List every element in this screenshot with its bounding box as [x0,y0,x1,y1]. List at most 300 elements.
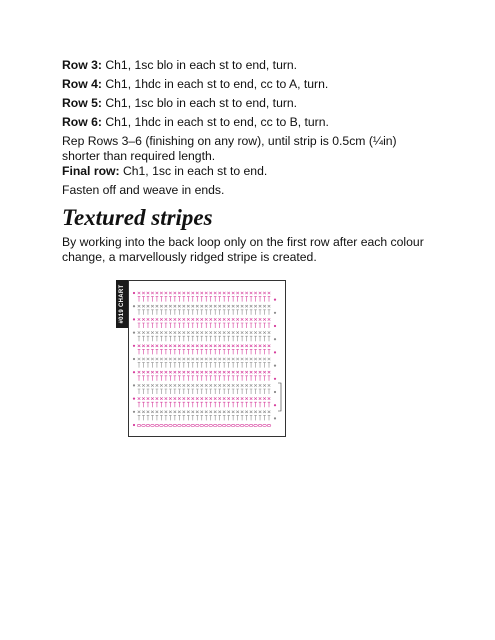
single-crochet-symbol [183,345,186,347]
single-crochet-symbol [232,331,235,333]
single-crochet-symbol [218,397,221,399]
single-crochet-symbol [200,384,203,386]
single-crochet-symbol [214,318,217,320]
single-crochet-symbol [165,305,168,307]
single-crochet-symbol [187,384,190,386]
chain-stitch-symbol [142,424,146,426]
half-double-crochet-symbol [245,310,248,315]
final-row: Final row: Ch1, 1sc in each st to end. [62,164,268,178]
half-double-crochet-symbol [227,323,230,328]
half-double-crochet-symbol [151,297,154,302]
single-crochet-symbol [178,318,181,320]
half-double-crochet-symbol [191,415,194,420]
half-double-crochet-symbol [138,389,141,394]
half-double-crochet-symbol [209,310,212,315]
half-double-crochet-symbol [250,389,253,394]
single-crochet-symbol [138,331,141,333]
half-double-crochet-symbol [268,310,271,315]
single-crochet-symbol [165,411,168,413]
half-double-crochet-symbol [156,297,159,302]
chain-stitch-symbol [187,424,191,426]
half-double-crochet-symbol [196,297,199,302]
single-crochet-symbol [254,384,257,386]
half-double-crochet-symbol [254,297,257,302]
half-double-crochet-symbol [218,389,221,394]
half-double-crochet-symbol [142,297,145,302]
single-crochet-symbol [223,345,226,347]
half-double-crochet-symbol [259,336,262,341]
turning-chain-mark [274,404,276,406]
chain-stitch-symbol [191,424,195,426]
chain-stitch-symbol [160,424,164,426]
half-double-crochet-symbol [200,376,203,381]
half-double-crochet-symbol [200,363,203,368]
single-crochet-symbol [223,371,226,373]
single-crochet-symbol [268,384,271,386]
half-double-crochet-symbol [187,402,190,407]
single-crochet-symbol [214,358,217,360]
single-crochet-symbol [254,305,257,307]
chain-stitch-symbol [218,424,222,426]
single-crochet-symbol [209,397,212,399]
single-crochet-symbol [259,345,262,347]
turning-chain-mark [274,417,276,419]
half-double-crochet-symbol [174,415,177,420]
single-crochet-symbol [223,318,226,320]
half-double-crochet-symbol [160,323,163,328]
half-double-crochet-symbol [250,336,253,341]
half-double-crochet-symbol [187,376,190,381]
single-crochet-symbol [268,411,271,413]
single-crochet-symbol [187,358,190,360]
half-double-crochet-symbol [156,376,159,381]
half-double-crochet-symbol [232,389,235,394]
single-crochet-symbol [259,331,262,333]
half-double-crochet-symbol [187,310,190,315]
turning-chain-mark [133,332,135,334]
single-crochet-symbol [254,371,257,373]
single-crochet-symbol [232,345,235,347]
single-crochet-symbol [160,384,163,386]
half-double-crochet-symbol [232,349,235,354]
single-crochet-symbol [169,318,172,320]
single-crochet-symbol [187,345,190,347]
half-double-crochet-symbol [178,336,181,341]
single-crochet-symbol [191,384,194,386]
single-crochet-symbol [268,292,271,294]
single-crochet-symbol [268,305,271,307]
half-double-crochet-symbol [200,310,203,315]
single-crochet-symbol [227,345,230,347]
half-double-crochet-symbol [214,363,217,368]
single-crochet-symbol [187,331,190,333]
half-double-crochet-symbol [187,336,190,341]
single-crochet-symbol [196,292,199,294]
half-double-crochet-symbol [263,310,266,315]
single-crochet-symbol [218,371,221,373]
single-crochet-symbol [183,292,186,294]
chain-stitch-symbol [236,424,240,426]
half-double-crochet-symbol [263,363,266,368]
single-crochet-symbol [209,358,212,360]
turning-chain-mark [133,411,135,413]
half-double-crochet-symbol [205,363,208,368]
single-crochet-symbol [174,411,177,413]
half-double-crochet-symbol [254,349,257,354]
pattern-text [62,58,437,265]
half-double-crochet-symbol [156,402,159,407]
half-double-crochet-symbol [183,363,186,368]
half-double-crochet-symbol [263,336,266,341]
chain-stitch-symbol [182,424,186,426]
single-crochet-symbol [151,358,154,360]
single-crochet-symbol [200,345,203,347]
single-crochet-symbol [227,305,230,307]
half-double-crochet-symbol [160,297,163,302]
half-double-crochet-symbol [245,376,248,381]
single-crochet-symbol [236,411,239,413]
chain-stitch-symbol [209,424,213,426]
half-double-crochet-symbol [174,363,177,368]
half-double-crochet-symbol [241,323,244,328]
single-crochet-symbol [165,371,168,373]
single-crochet-symbol [268,397,271,399]
single-crochet-symbol [191,305,194,307]
single-crochet-symbol [147,358,150,360]
single-crochet-symbol [236,331,239,333]
half-double-crochet-symbol [223,402,226,407]
half-double-crochet-symbol [169,297,172,302]
half-double-crochet-symbol [254,323,257,328]
half-double-crochet-symbol [209,363,212,368]
half-double-crochet-symbol [183,389,186,394]
half-double-crochet-symbol [196,349,199,354]
half-double-crochet-symbol [138,415,141,420]
half-double-crochet-symbol [151,389,154,394]
single-crochet-symbol [147,345,150,347]
half-double-crochet-symbol [227,402,230,407]
half-double-crochet-symbol [250,415,253,420]
single-crochet-symbol [245,318,248,320]
half-double-crochet-symbol [196,389,199,394]
single-crochet-symbol [191,397,194,399]
single-crochet-symbol [227,384,230,386]
row-6: Row 6: Ch1, 1hdc in each st to end, cc to B, turn. [62,115,329,129]
half-double-crochet-symbol [138,363,141,368]
fasten-instruction: Fasten off and weave in ends. [62,183,225,197]
single-crochet-symbol [200,358,203,360]
single-crochet-symbol [178,371,181,373]
half-double-crochet-symbol [232,323,235,328]
half-double-crochet-symbol [245,402,248,407]
half-double-crochet-symbol [147,376,150,381]
half-double-crochet-symbol [218,376,221,381]
single-crochet-symbol [259,371,262,373]
half-double-crochet-symbol [232,310,235,315]
half-double-crochet-symbol [165,336,168,341]
half-double-crochet-symbol [165,349,168,354]
half-double-crochet-symbol [223,363,226,368]
half-double-crochet-symbol [156,310,159,315]
single-crochet-symbol [178,345,181,347]
half-double-crochet-symbol [147,363,150,368]
half-double-crochet-symbol [245,336,248,341]
single-crochet-symbol [191,411,194,413]
single-crochet-symbol [160,305,163,307]
single-crochet-symbol [232,292,235,294]
half-double-crochet-symbol [259,297,262,302]
single-crochet-symbol [178,358,181,360]
single-crochet-symbol [187,292,190,294]
single-crochet-symbol [156,358,159,360]
half-double-crochet-symbol [142,349,145,354]
single-crochet-symbol [232,411,235,413]
half-double-crochet-symbol [227,376,230,381]
single-crochet-symbol [160,358,163,360]
half-double-crochet-symbol [254,376,257,381]
half-double-crochet-symbol [147,389,150,394]
single-crochet-symbol [263,292,266,294]
single-crochet-symbol [236,305,239,307]
half-double-crochet-symbol [160,402,163,407]
half-double-crochet-symbol [227,336,230,341]
half-double-crochet-symbol [218,297,221,302]
half-double-crochet-symbol [214,415,217,420]
single-crochet-symbol [209,331,212,333]
half-double-crochet-symbol [223,323,226,328]
single-crochet-symbol [268,371,271,373]
single-crochet-symbol [165,292,168,294]
half-double-crochet-symbol [138,310,141,315]
half-double-crochet-symbol [254,336,257,341]
single-crochet-symbol [214,384,217,386]
single-crochet-symbol [245,411,248,413]
half-double-crochet-symbol [209,376,212,381]
single-crochet-symbol [142,358,145,360]
single-crochet-symbol [254,345,257,347]
single-crochet-symbol [156,371,159,373]
stitch-diagram [129,281,285,436]
chain-stitch-symbol [164,424,168,426]
single-crochet-symbol [245,397,248,399]
half-double-crochet-symbol [160,389,163,394]
half-double-crochet-symbol [191,323,194,328]
half-double-crochet-symbol [174,310,177,315]
single-crochet-symbol [218,358,221,360]
half-double-crochet-symbol [254,415,257,420]
single-crochet-symbol [214,292,217,294]
single-crochet-symbol [218,305,221,307]
half-double-crochet-symbol [268,363,271,368]
single-crochet-symbol [214,305,217,307]
half-double-crochet-symbol [191,363,194,368]
half-double-crochet-symbol [191,402,194,407]
half-double-crochet-symbol [151,310,154,315]
half-double-crochet-symbol [214,376,217,381]
half-double-crochet-symbol [138,376,141,381]
half-double-crochet-symbol [151,349,154,354]
single-crochet-symbol [142,397,145,399]
half-double-crochet-symbol [187,415,190,420]
half-double-crochet-symbol [218,349,221,354]
single-crochet-symbol [209,292,212,294]
single-crochet-symbol [191,318,194,320]
half-double-crochet-symbol [191,310,194,315]
half-double-crochet-symbol [218,402,221,407]
half-double-crochet-symbol [223,349,226,354]
single-crochet-symbol [183,305,186,307]
half-double-crochet-symbol [196,336,199,341]
single-crochet-symbol [138,358,141,360]
half-double-crochet-symbol [263,323,266,328]
half-double-crochet-symbol [223,297,226,302]
turning-chain-mark [274,312,276,314]
single-crochet-symbol [214,411,217,413]
single-crochet-symbol [138,397,141,399]
single-crochet-symbol [245,384,248,386]
chain-stitch-symbol [213,424,217,426]
single-crochet-symbol [245,331,248,333]
half-double-crochet-symbol [259,376,262,381]
half-double-crochet-symbol [218,415,221,420]
single-crochet-symbol [214,345,217,347]
half-double-crochet-symbol [245,363,248,368]
half-double-crochet-symbol [178,389,181,394]
chain-stitch-symbol [195,424,199,426]
single-crochet-symbol [151,345,154,347]
single-crochet-symbol [232,384,235,386]
half-double-crochet-symbol [209,297,212,302]
half-double-crochet-symbol [236,389,239,394]
half-double-crochet-symbol [160,415,163,420]
half-double-crochet-symbol [236,297,239,302]
half-double-crochet-symbol [169,376,172,381]
half-double-crochet-symbol [209,415,212,420]
half-double-crochet-symbol [227,297,230,302]
half-double-crochet-symbol [165,402,168,407]
single-crochet-symbol [165,331,168,333]
single-crochet-symbol [178,397,181,399]
half-double-crochet-symbol [259,415,262,420]
half-double-crochet-symbol [205,336,208,341]
single-crochet-symbol [223,384,226,386]
turning-chain-mark [133,384,135,386]
single-crochet-symbol [174,345,177,347]
row-3: Row 3: Ch1, 1sc blo in each st to end, turn. [62,58,298,72]
single-crochet-symbol [174,384,177,386]
half-double-crochet-symbol [209,336,212,341]
single-crochet-symbol [205,397,208,399]
half-double-crochet-symbol [191,389,194,394]
half-double-crochet-symbol [138,323,141,328]
single-crochet-symbol [241,371,244,373]
half-double-crochet-symbol [138,297,141,302]
single-crochet-symbol [263,411,266,413]
half-double-crochet-symbol [241,349,244,354]
half-double-crochet-symbol [147,349,150,354]
single-crochet-symbol [227,292,230,294]
half-double-crochet-symbol [214,349,217,354]
single-crochet-symbol [156,292,159,294]
single-crochet-symbol [250,411,253,413]
single-crochet-symbol [169,384,172,386]
turning-chain-mark [274,365,276,367]
single-crochet-symbol [236,384,239,386]
half-double-crochet-symbol [142,336,145,341]
half-double-crochet-symbol [214,402,217,407]
single-crochet-symbol [147,371,150,373]
single-crochet-symbol [250,331,253,333]
single-crochet-symbol [142,305,145,307]
half-double-crochet-symbol [200,402,203,407]
chain-stitch-symbol [222,424,226,426]
half-double-crochet-symbol [142,376,145,381]
single-crochet-symbol [263,345,266,347]
half-double-crochet-symbol [142,415,145,420]
half-double-crochet-symbol [218,336,221,341]
single-crochet-symbol [263,371,266,373]
half-double-crochet-symbol [169,349,172,354]
half-double-crochet-symbol [223,336,226,341]
single-crochet-symbol [254,331,257,333]
half-double-crochet-symbol [205,376,208,381]
half-double-crochet-symbol [183,415,186,420]
half-double-crochet-symbol [205,349,208,354]
half-double-crochet-symbol [196,415,199,420]
single-crochet-symbol [223,397,226,399]
single-crochet-symbol [236,292,239,294]
single-crochet-symbol [254,358,257,360]
half-double-crochet-symbol [236,376,239,381]
half-double-crochet-symbol [259,310,262,315]
half-double-crochet-symbol [223,389,226,394]
turning-chain-mark [274,378,276,380]
single-crochet-symbol [160,292,163,294]
half-double-crochet-symbol [138,349,141,354]
single-crochet-symbol [200,318,203,320]
single-crochet-symbol [227,358,230,360]
single-crochet-symbol [191,292,194,294]
single-crochet-symbol [214,397,217,399]
single-crochet-symbol [174,358,177,360]
single-crochet-symbol [214,331,217,333]
half-double-crochet-symbol [259,402,262,407]
turning-chain-mark [274,351,276,353]
half-double-crochet-symbol [232,297,235,302]
half-double-crochet-symbol [187,389,190,394]
single-crochet-symbol [254,411,257,413]
single-crochet-symbol [142,318,145,320]
single-crochet-symbol [241,292,244,294]
half-double-crochet-symbol [142,323,145,328]
half-double-crochet-symbol [174,376,177,381]
single-crochet-symbol [223,358,226,360]
chain-stitch-symbol [249,424,253,426]
half-double-crochet-symbol [259,389,262,394]
single-crochet-symbol [156,397,159,399]
half-double-crochet-symbol [209,389,212,394]
single-crochet-symbol [165,345,168,347]
single-crochet-symbol [232,358,235,360]
half-double-crochet-symbol [245,389,248,394]
single-crochet-symbol [142,371,145,373]
half-double-crochet-symbol [151,402,154,407]
half-double-crochet-symbol [169,402,172,407]
chain-stitch-symbol [254,424,258,426]
half-double-crochet-symbol [214,310,217,315]
half-double-crochet-symbol [263,349,266,354]
single-crochet-symbol [250,384,253,386]
